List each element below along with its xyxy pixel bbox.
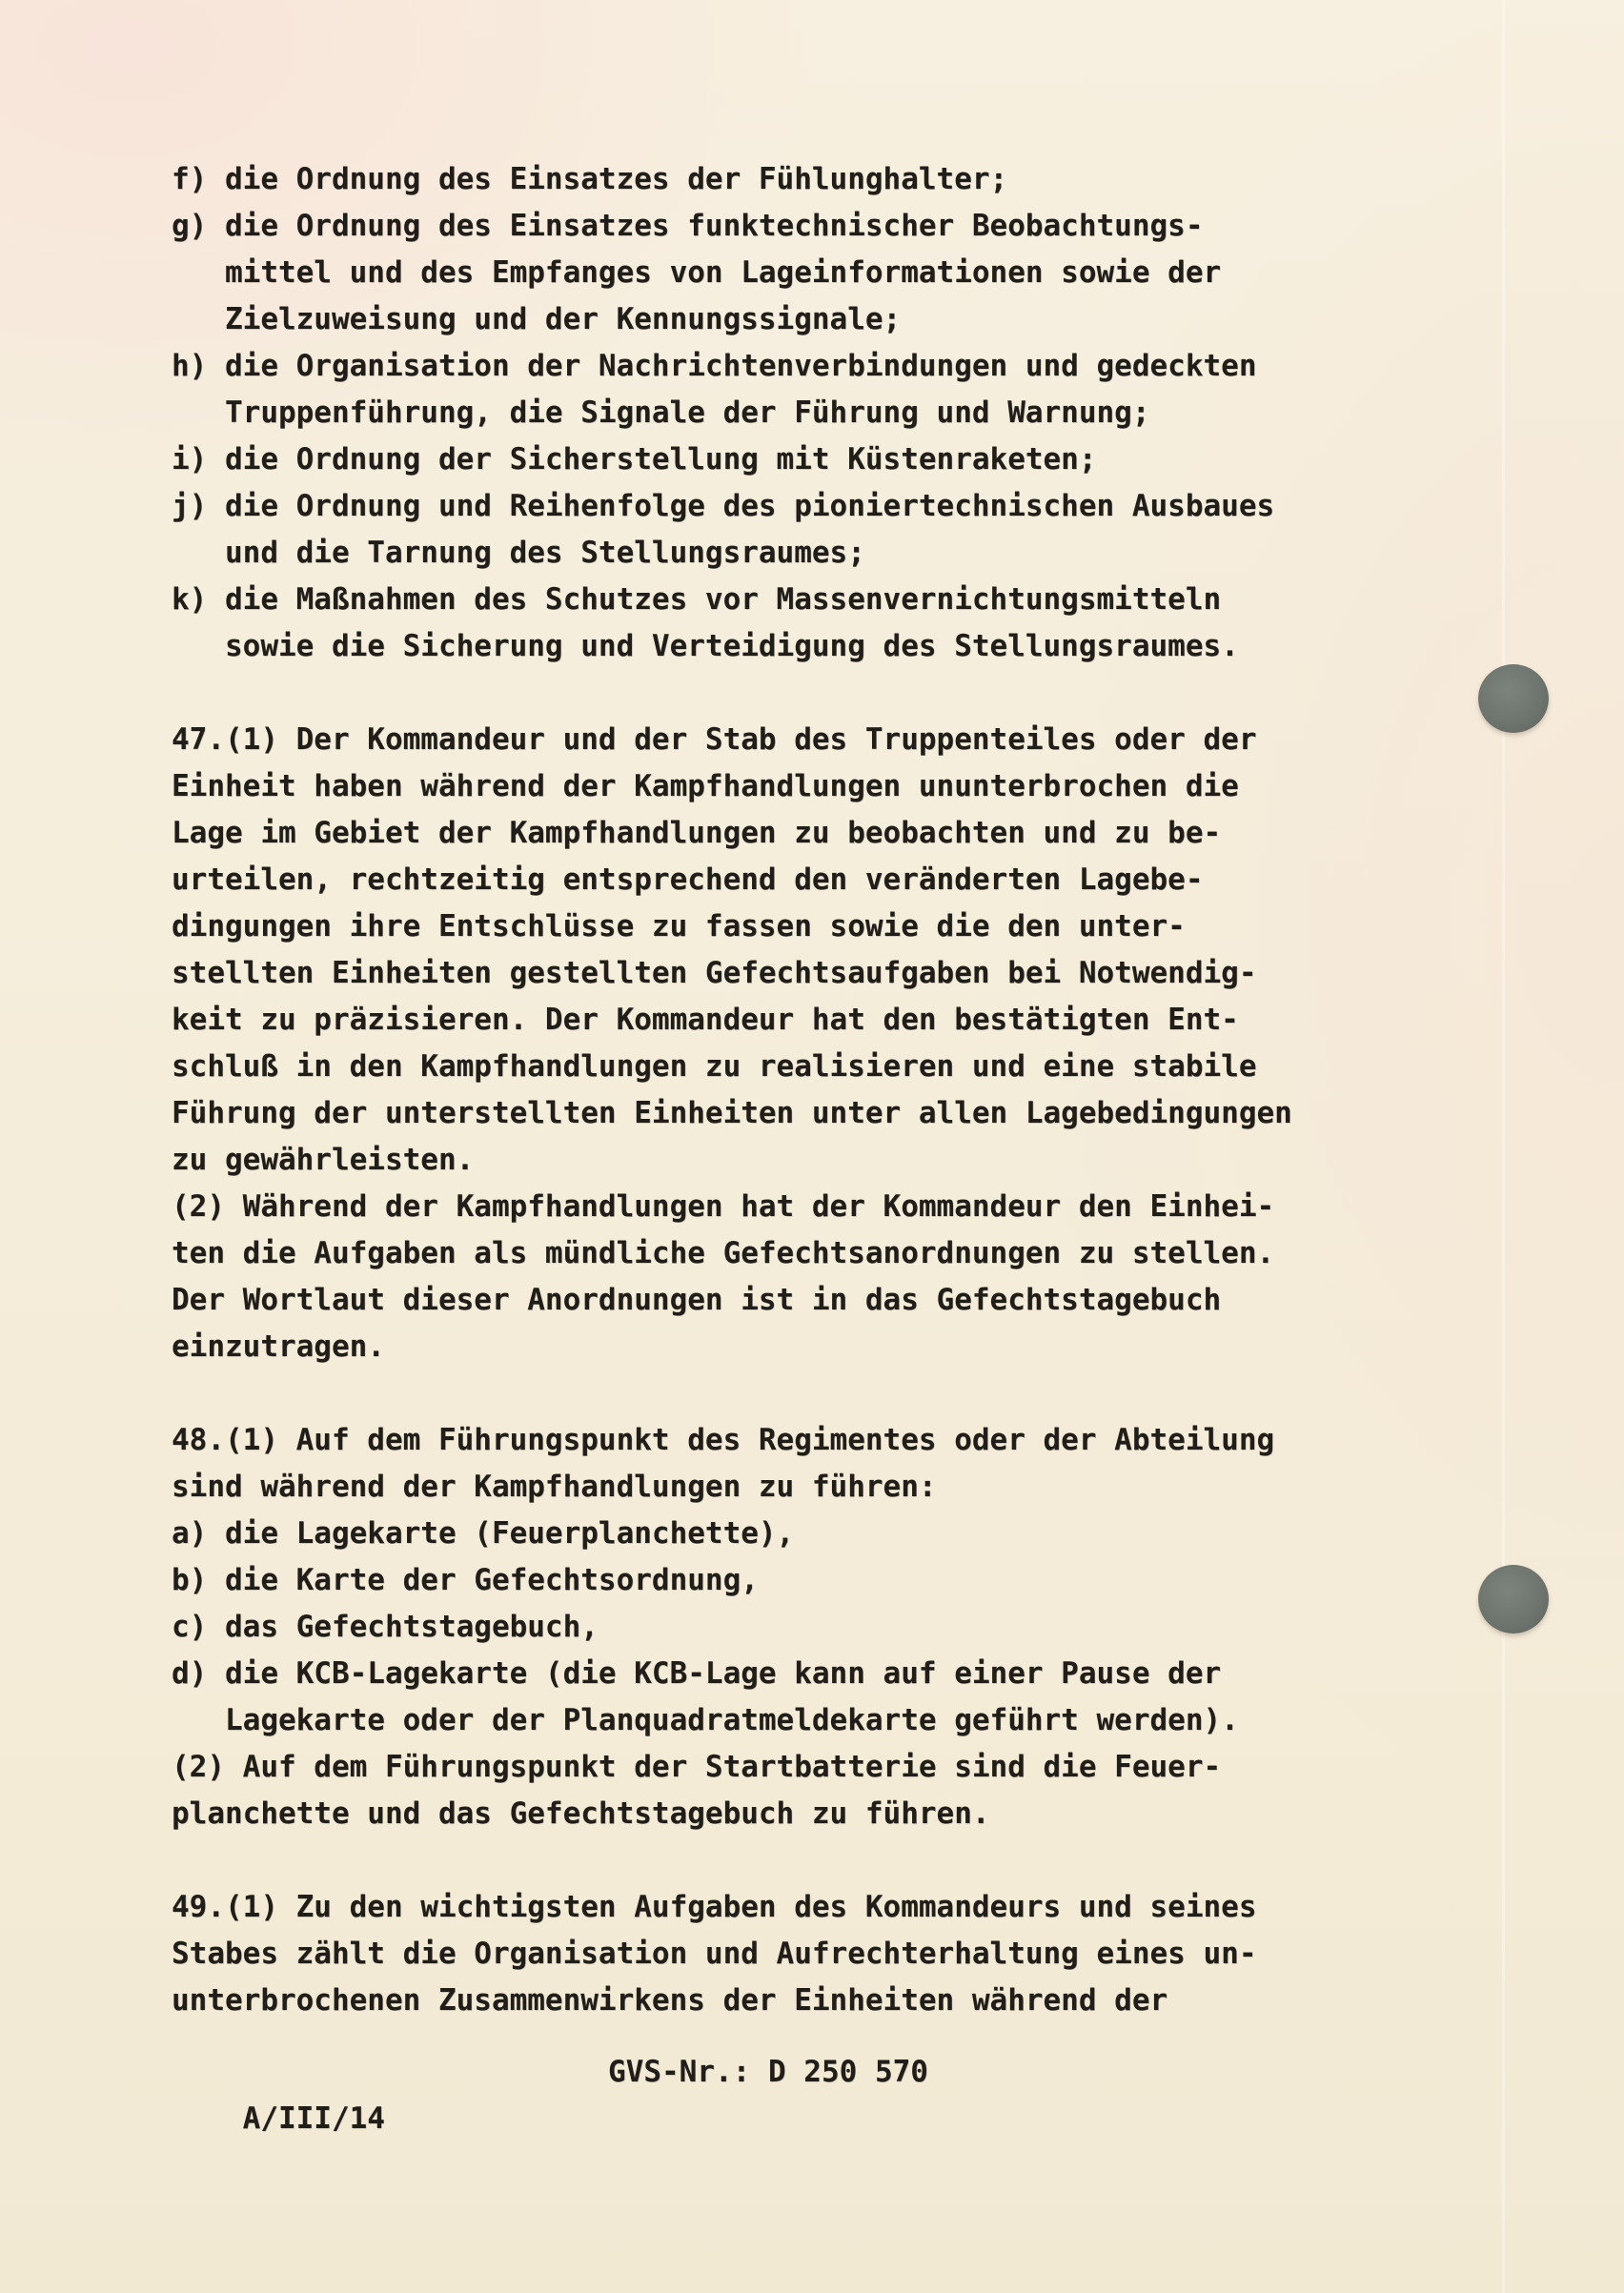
text-line: Der Wortlaut dieser Anordnungen ist in das Gefechtstagebuch xyxy=(172,1283,1222,1317)
text-line: einzutragen. xyxy=(172,1329,385,1364)
text-line: Stabes zählt die Organisation und Aufrechterhaltung eines un- xyxy=(172,1937,1257,1971)
text-line: j) die Ordnung und Reihenfolge des pioniertechnischen Ausbaues xyxy=(172,489,1275,523)
paragraph-48 xyxy=(172,1417,1525,1837)
text-line: Lagekarte oder der Planquadratmeldekarte geführt werden). xyxy=(172,1703,1239,1737)
text-line: k) die Maßnahmen des Schutzes vor Massenvernichtungsmitteln xyxy=(172,582,1222,617)
text-line: urteilen, rechtzeitig entsprechend den veränderten Lagebe- xyxy=(172,862,1204,897)
text-line: (2) Auf dem Führungspunkt der Startbatterie sind die Feuer- xyxy=(172,1750,1222,1784)
document-text xyxy=(172,156,1525,2071)
text-line: a) die Lagekarte (Feuerplanchette), xyxy=(172,1516,795,1551)
text-line: dingungen ihre Entschlüsse zu fassen sowie die den unter- xyxy=(172,909,1186,944)
text-line: sind während der Kampfhandlungen zu führen: xyxy=(172,1470,937,1504)
paragraph-49 xyxy=(172,1884,1525,2024)
text-line: und die Tarnung des Stellungsraumes; xyxy=(172,536,865,570)
paragraph-47 xyxy=(172,717,1525,1370)
text-line: Truppenführung, die Signale der Führung und Warnung; xyxy=(172,396,1150,430)
text-line: Einheit haben während der Kampfhandlungen ununterbrochen die xyxy=(172,769,1239,803)
text-line: keit zu präzisieren. Der Kommandeur hat den bestätigten Ent- xyxy=(172,1003,1239,1037)
text-line: Zielzuweisung und der Kennungssignale; xyxy=(172,302,902,336)
text-line: sowie die Sicherung und Verteidigung des Stellungsraumes. xyxy=(172,629,1239,663)
page-footer xyxy=(172,2049,1525,2136)
text-line: stellten Einheiten gestellten Gefechtsaufgaben bei Notwendig- xyxy=(172,956,1257,990)
text-line: 48.(1) Auf dem Führungspunkt des Regimentes oder der Abteilung xyxy=(172,1423,1275,1457)
footer-gvs-number: GVS-Nr.: D 250 570 xyxy=(608,2055,928,2089)
text-line: Führung der unterstellten Einheiten unter allen Lagebedingungen xyxy=(172,1096,1292,1130)
text-line: g) die Ordnung des Einsatzes funktechnischer Beobachtungs- xyxy=(172,209,1204,243)
footer-section-ref: A/III/14 xyxy=(242,2101,385,2136)
text-line: ten die Aufgaben als mündliche Gefechtsanordnungen zu stellen. xyxy=(172,1236,1275,1270)
text-line: planchette und das Gefechtstagebuch zu führen. xyxy=(172,1796,990,1831)
list-f-to-k xyxy=(172,156,1525,670)
text-line: zu gewährleisten. xyxy=(172,1143,475,1177)
text-line: i) die Ordnung der Sicherstellung mit Küstenraketen; xyxy=(172,442,1097,477)
text-line: mittel und des Empfanges von Lageinformationen sowie der xyxy=(172,255,1222,290)
text-line: 49.(1) Zu den wichtigsten Aufgaben des Kommandeurs und seines xyxy=(172,1890,1257,1924)
text-line: unterbrochenen Zusammenwirkens der Einheiten während der xyxy=(172,1983,1168,2018)
text-line: schluß in den Kampfhandlungen zu realisieren und eine stabile xyxy=(172,1049,1257,1084)
text-line: Lage im Gebiet der Kampfhandlungen zu beobachten und zu be- xyxy=(172,816,1222,850)
text-line: (2) Während der Kampfhandlungen hat der Kommandeur den Einhei- xyxy=(172,1189,1275,1224)
text-line: b) die Karte der Gefechtsordnung, xyxy=(172,1563,759,1597)
text-line: h) die Organisation der Nachrichtenverbindungen und gedeckten xyxy=(172,349,1257,383)
text-line: f) die Ordnung des Einsatzes der Fühlunghalter; xyxy=(172,162,1008,196)
text-line: c) das Gefechtstagebuch, xyxy=(172,1610,599,1644)
text-line: d) die KCB-Lagekarte (die KCB-Lage kann auf einer Pause der xyxy=(172,1656,1222,1691)
text-line: 47.(1) Der Kommandeur und der Stab des Truppenteiles oder der xyxy=(172,722,1257,757)
